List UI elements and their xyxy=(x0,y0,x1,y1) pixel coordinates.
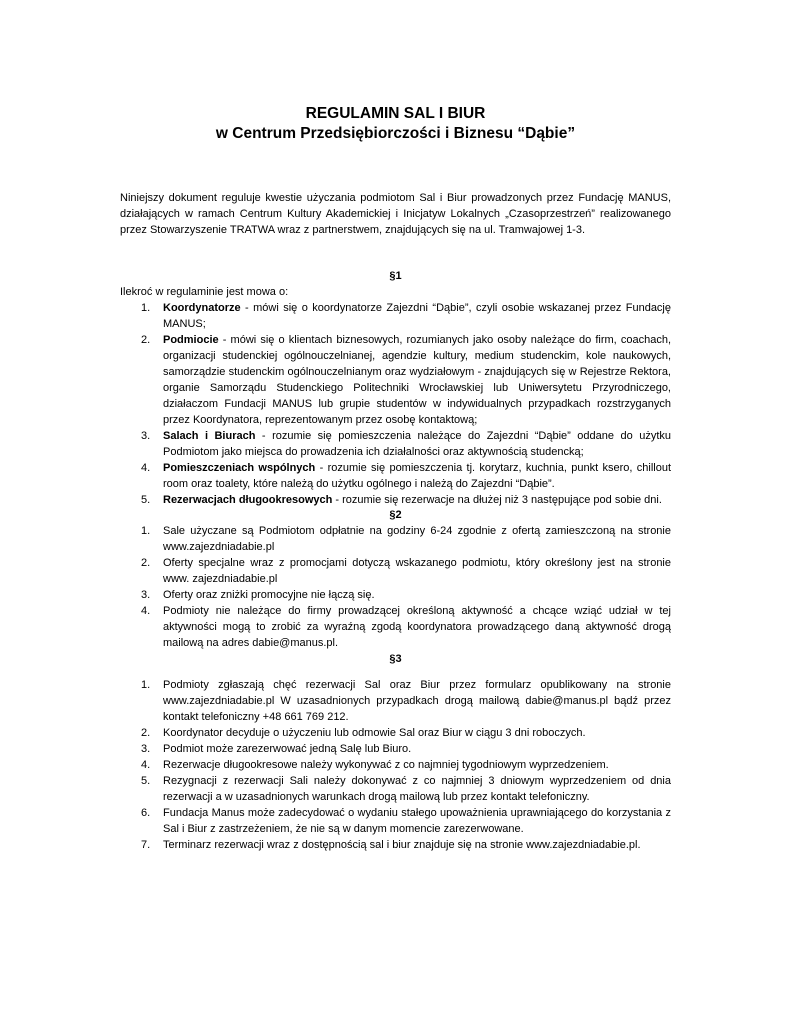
item-number: 4. xyxy=(141,759,151,771)
item-number: 2. xyxy=(141,727,151,739)
list-item xyxy=(120,587,671,603)
item-text: Terminarz rezerwacji wraz z dostępnością sal i biur znajduje się na stronie www.zajezdniadabie.pl. xyxy=(163,839,641,851)
item-text: Koordynator decyduje o użyczeniu lub odmowie Sal oraz Biur w ciągu 3 dni roboczych. xyxy=(163,727,586,739)
item-text: Podmioty nie należące do firmy prowadzącej określoną aktywność a chcące wziąć udział w tej aktywności mogą to zrobić za wyraźną zgodą koordynatora prowadzącego daną aktywność drogą mailową na adres dabie@manus.pl. xyxy=(163,605,671,649)
list-item xyxy=(120,603,671,651)
list-item xyxy=(120,332,671,428)
item-term: Podmiocie xyxy=(163,334,219,346)
section-1-list xyxy=(120,300,671,508)
list-item xyxy=(120,725,671,741)
list-item xyxy=(120,741,671,757)
item-number: 5. xyxy=(141,494,151,506)
item-term: Pomieszczeniach wspólnych xyxy=(163,462,316,474)
document-subtitle: w Centrum Przedsiębiorczości i Biznesu “Dąbie” xyxy=(215,125,576,142)
item-number: 2. xyxy=(141,557,151,569)
item-text: Rezerwacje długookresowe należy wykonywać z co najmniej tygodniowym wyprzedzeniem. xyxy=(163,759,609,771)
section-2-heading: §2 xyxy=(389,509,402,521)
item-number: 3. xyxy=(141,430,151,442)
item-number: 4. xyxy=(141,462,151,474)
section-2-list xyxy=(120,523,671,651)
list-item xyxy=(120,773,671,805)
item-number: 7. xyxy=(141,839,151,851)
item-text: Oferty specjalne wraz z promocjami dotyczą wskazanego podmiotu, który określony jest na stronie www. zajezdniadabie.pl xyxy=(163,557,671,585)
item-number: 6. xyxy=(141,807,151,819)
section-1-heading: §1 xyxy=(389,270,402,282)
list-item xyxy=(120,555,671,587)
item-number: 4. xyxy=(141,605,151,617)
list-item xyxy=(120,805,671,837)
item-term: Rezerwacjach długookresowych xyxy=(163,494,333,506)
item-text: - rozumie się pomieszczenia należące do Zajezdni “Dąbie” oddane do użytku Podmiotom jako miejsca do prowadzenia ich działalności oraz aktywnością studencką; xyxy=(163,430,672,458)
intro-paragraph: Niniejszy dokument reguluje kwestie użyczania podmiotom Sal i Biur prowadzonych przez Fundację MANUS, działających w ramach Centrum Kultury Akademickiej i Inicjatyw Lokalnych „Czasoprzestrzeń” realizowanego przez Stowarzyszenie TRATWA wraz z partnerstwem, znajdujących się na ul. Tramwajowej 1-3. xyxy=(120,192,671,236)
item-number: 1. xyxy=(141,302,151,314)
item-text: - rozumie się pomieszczenia tj. korytarz, kuchnia, punkt ksero, chillout room oraz toalety, które należą do użytku ogólnego i należą do Zajezdni “Dąbie”. xyxy=(163,462,671,490)
list-item xyxy=(120,757,671,773)
list-item xyxy=(120,523,671,555)
item-text: Oferty oraz zniżki promocyjne nie łączą się. xyxy=(163,589,375,601)
item-number: 1. xyxy=(141,525,151,537)
list-item xyxy=(120,677,671,725)
list-item xyxy=(120,300,671,332)
section-1-lead: Ilekroć w regulaminie jest mowa o: xyxy=(120,286,289,298)
item-term: Salach i Biurach xyxy=(163,430,256,442)
item-number: 5. xyxy=(141,775,151,787)
item-number: 3. xyxy=(141,743,151,755)
item-text: - mówi się o klientach biznesowych, rozumianych jako osoby należące do firm, coachach, organizacji studenckiej ogólnouczelnianej, agendzie kultury, medium studenckim, kole naukowych, samorządzie studenckim ogólnouczelnianym oraz wydziałowym - znajdujących się w Rejestrze Rektora, organie Samorządu Studenckiego Politechniki Wrocławskiej lub Uniwersytetu Przyrodniczego, działaczom Fundacji MANUS lub grupie studentów w indywidualnych przypadkach rozstrzyganych przez Koordynatora, reprezentowanym przez osobę kontaktową; xyxy=(163,334,671,426)
list-item xyxy=(120,460,671,492)
item-text: Podmiot może zarezerwować jedną Salę lub Biuro. xyxy=(163,743,412,755)
item-text: Fundacja Manus może zadecydować o wydaniu stałego upoważnienia uprawniającego do korzystania z Sal i Biur z zastrzeżeniem, że nie są w danym momencie zarezerwowane. xyxy=(163,807,671,835)
list-item xyxy=(120,837,671,853)
item-text: Podmioty zgłaszają chęć rezerwacji Sal oraz Biur przez formularz opublikowany na stronie www.zajezdniadabie.pl W uzasadnionych przypadkach drogą mailową dabie@manus.pl bądź przez kontakt telefoniczny +48 661 769 212. xyxy=(163,679,671,723)
section-3-list xyxy=(120,677,671,853)
item-text: Sale użyczane są Podmiotom odpłatnie na godziny 6-24 zgodnie z ofertą zamieszczoną na stronie www.zajezdniadabie.pl xyxy=(163,525,671,553)
list-item xyxy=(120,492,671,508)
item-term: Koordynatorze xyxy=(163,302,241,314)
list-item xyxy=(120,428,671,460)
item-text: Rezygnacji z rezerwacji Sali należy dokonywać z co najmniej 3 dniowym wyprzedzeniem od dnia rezerwacji a w uzasadnionych warunkach drogą mailową lub przez kontakt telefoniczny. xyxy=(163,775,671,803)
document-title: REGULAMIN SAL I BIUR xyxy=(305,105,486,122)
item-text: - mówi się o koordynatorze Zajezdni “Dąbie”, czyli osobie wskazanej przez Fundację MANUS; xyxy=(163,302,671,330)
item-number: 2. xyxy=(141,334,151,346)
item-number: 1. xyxy=(141,679,151,691)
item-number: 3. xyxy=(141,589,151,601)
section-3-heading: §3 xyxy=(389,653,402,665)
item-text: - rozumie się rezerwacje na dłużej niż 3 następujące pod sobie dni. xyxy=(332,494,662,506)
